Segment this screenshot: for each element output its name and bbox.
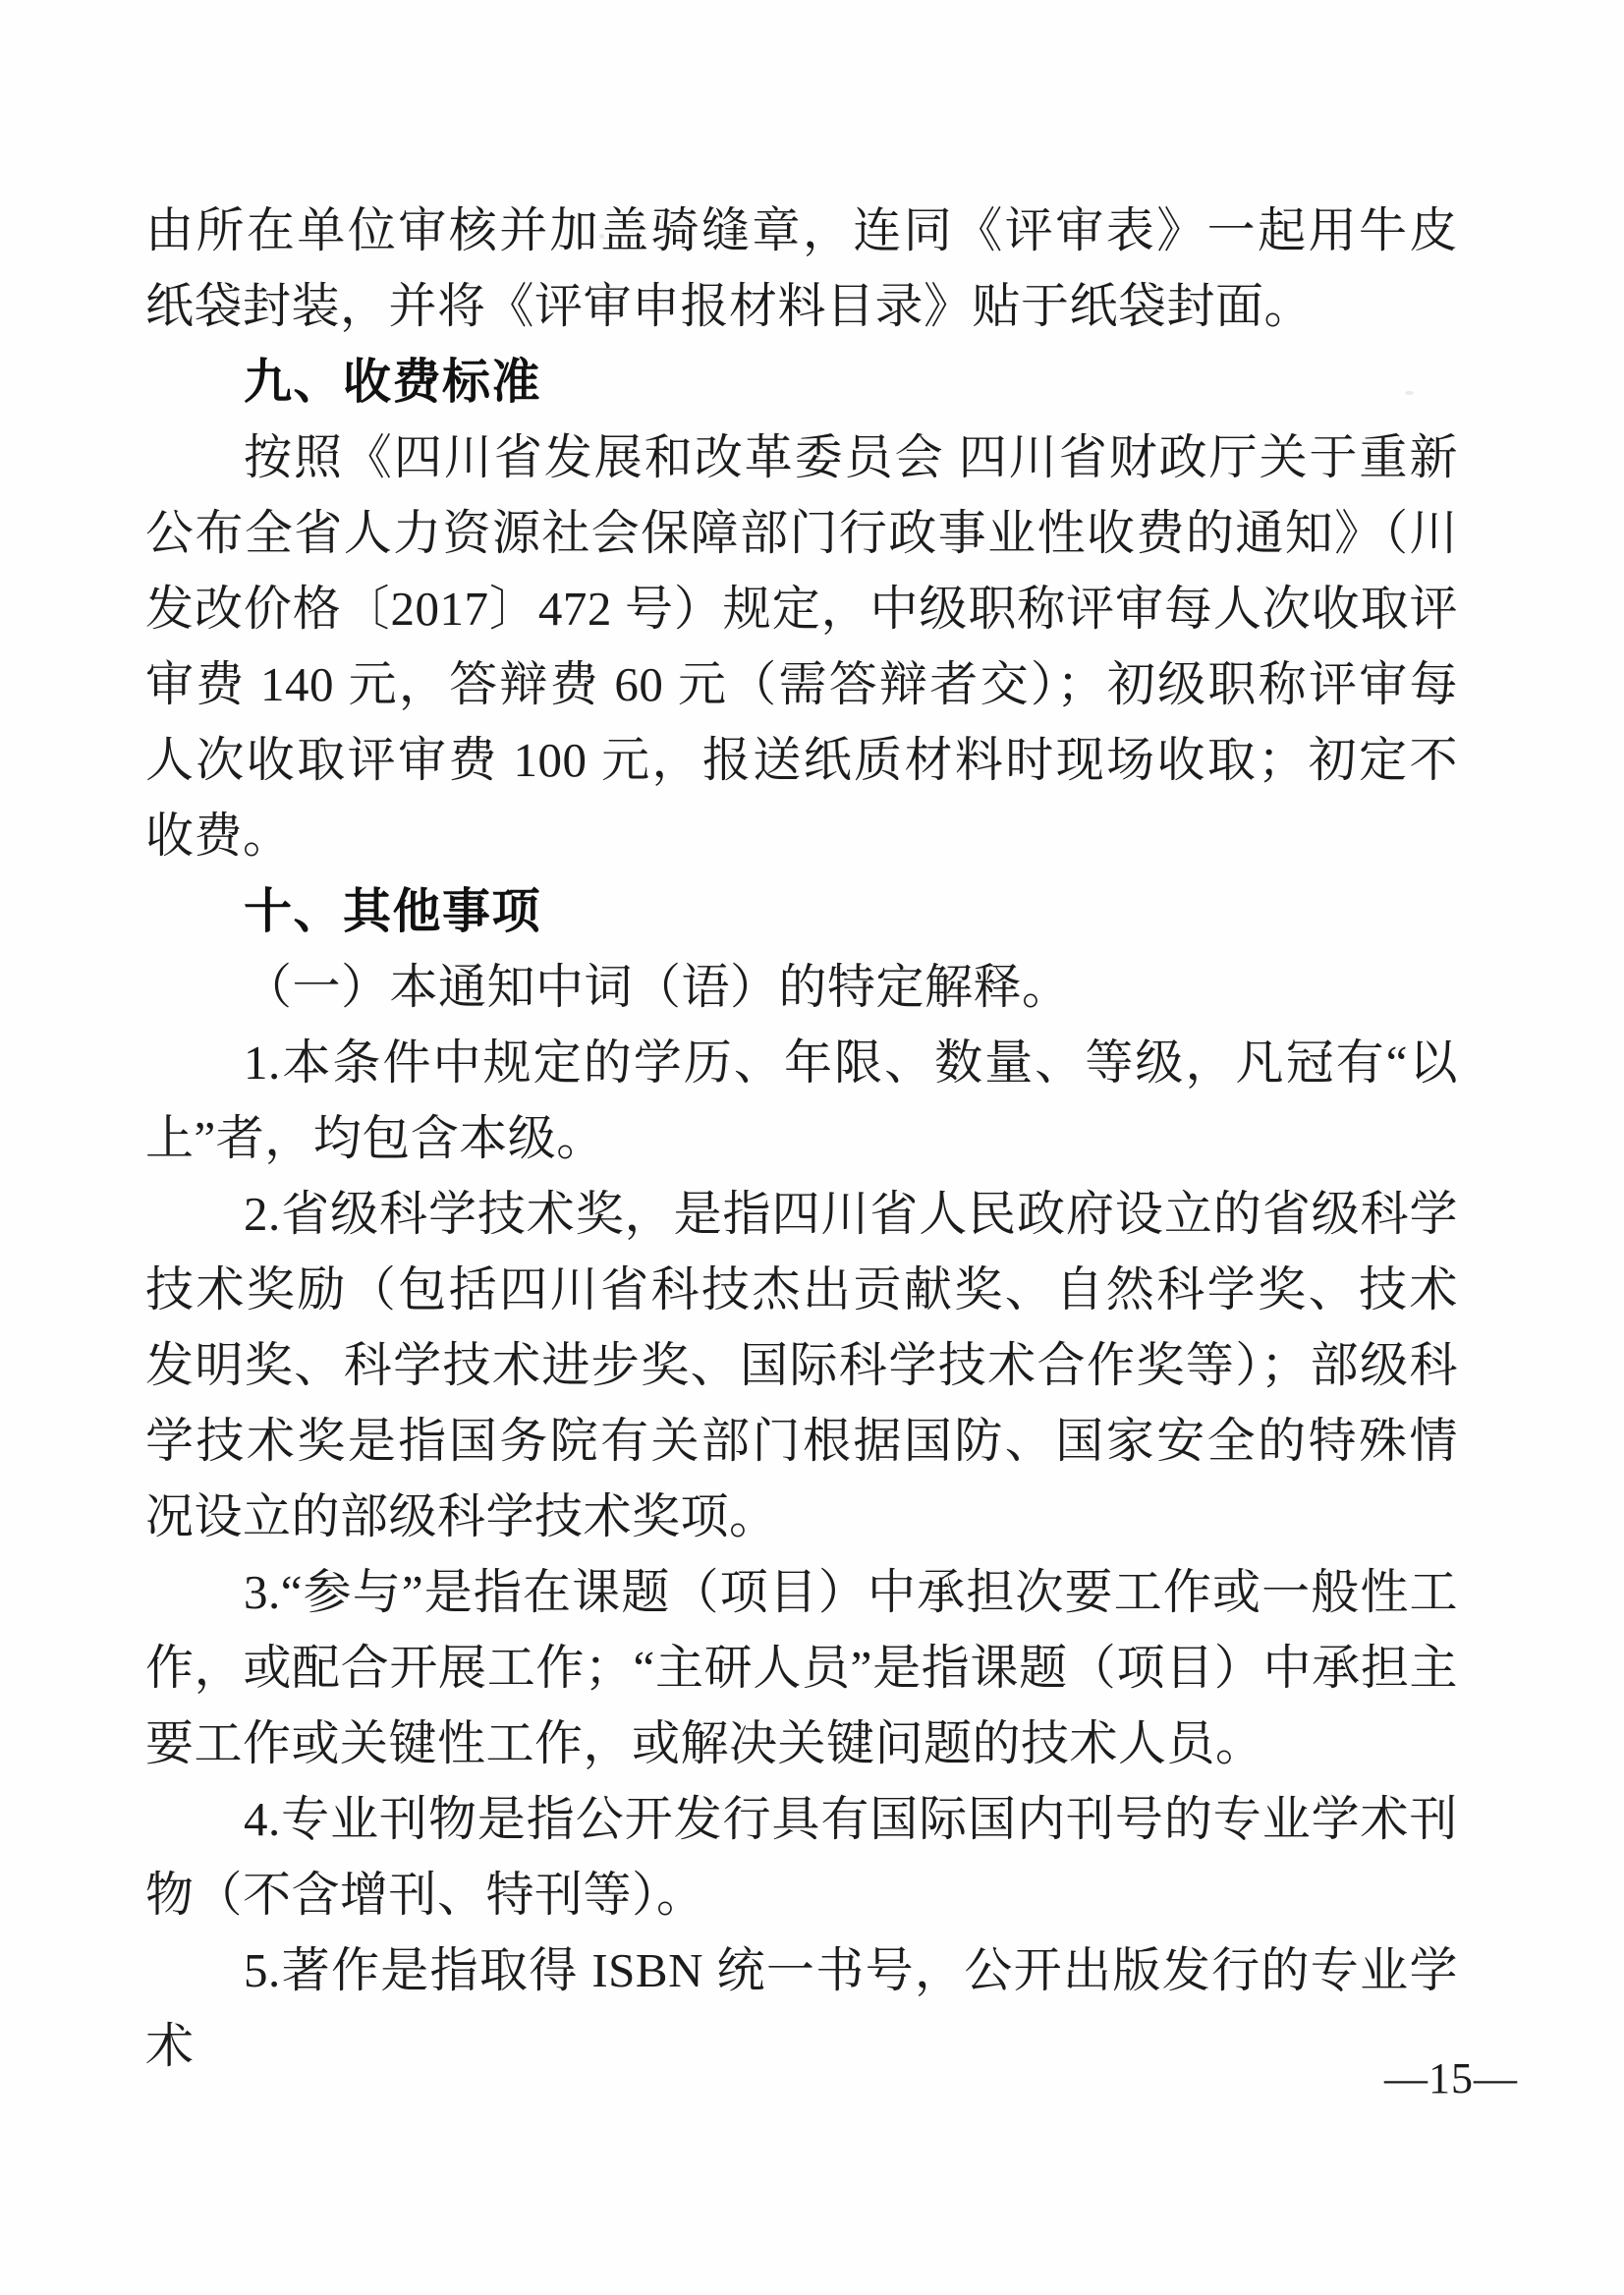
paragraph-subsection-one-title: （一）本通知中词（语）的特定解释。 bbox=[244, 960, 1071, 1014]
document-body-text bbox=[145, 193, 1458, 2084]
page-number: —15— bbox=[1384, 2054, 1518, 2102]
paragraph-item-5: 5.著作是指取得 ISBN 统一书号，公开出版发行的专业学术 bbox=[145, 1943, 1458, 2073]
paragraph-item-3: 3.“参与”是指在课题（项目）中承担次要工作或一般性工作，或配合开展工作；“主研人员”是指课题（项目）中承担主要工作或关键性工作，或解决关键问题的技术人员。 bbox=[145, 1565, 1458, 1770]
paragraph-item-2: 2.省级科学技术奖，是指四川省人民政府设立的省级科学技术奖励（包括四川省科技杰出贡献奖、自然科学奖、技术发明奖、科学技术进步奖、国际科学技术合作奖等）；部级科学技术奖是指国务院有关部门根据国防、国家安全的特殊情况设立的部级科学技术奖项。 bbox=[145, 1187, 1458, 1543]
heading-fee-standard: 九、收费标准 bbox=[244, 354, 542, 410]
heading-other-matters: 十、其他事项 bbox=[244, 883, 542, 939]
paragraph-fee-standard-detail: 按照《四川省发展和改革委员会 四川省财政厅关于重新公布全省人力资源社会保障部门行政事业性收费的通知》（川发改价格〔2017〕472 号）规定，中级职称评审每人次收取评审费 140 元，答辩费 60 元（需答辩者交）；初级职称评审每人次收取评审费 100 元，报送纸质材料时现场收取；初定不收费。 bbox=[145, 430, 1458, 863]
paragraph-item-1: 1.本条件中规定的学历、年限、数量、等级，凡冠有“以上”者，均包含本级。 bbox=[145, 1036, 1458, 1165]
paragraph-envelope-instructions: 由所在单位审核并加盖骑缝章，连同《评审表》一起用牛皮纸袋封装，并将《评审申报材料目录》贴于纸袋封面。 bbox=[145, 203, 1458, 333]
paragraph-item-4: 4.专业刊物是指公开发行具有国际国内刊号的专业学术刊物（不含增刊、特刊等）。 bbox=[145, 1792, 1458, 1922]
